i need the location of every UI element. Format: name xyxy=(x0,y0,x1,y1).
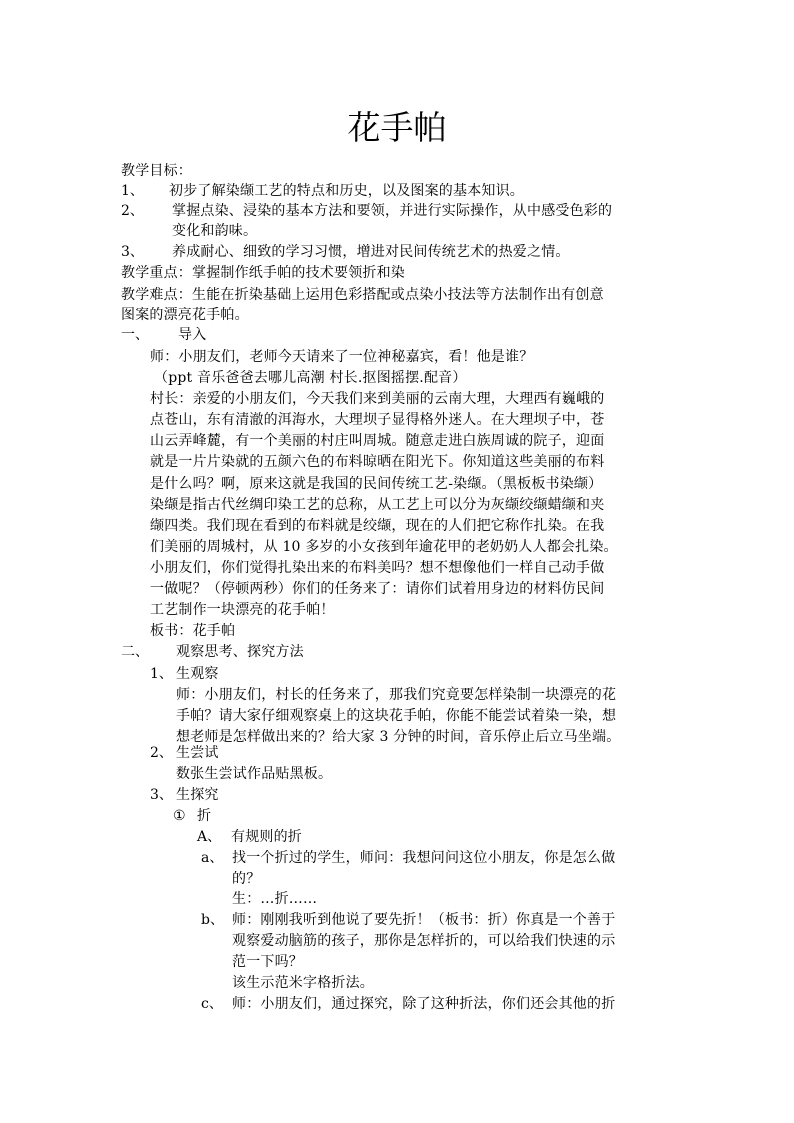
intro-line: 工艺制作一块漂亮的花手帕！ xyxy=(150,602,335,618)
section-2-heading: 观察思考、探究方法 xyxy=(176,644,304,660)
step-3-heading: 生探究 xyxy=(176,787,219,803)
intro-line: 板书：花手帕 xyxy=(150,623,236,639)
intro-line: 是什么吗？啊，原来这就是我国的民间传统工艺-染缬。（黑板板书染缬） xyxy=(150,476,603,492)
goals-heading: 教学目标： xyxy=(121,163,192,179)
step-1-line: 师：小朋友们，村长的任务来了，那我们究竟要怎样染制一块漂亮的花 xyxy=(176,687,617,703)
step-1-line: 手帕？请大家仔细观察桌上的这块花手帕，你能不能尝试着染一染，想 xyxy=(176,708,617,724)
goal-2-text-line-2: 变化和韵味。 xyxy=(172,223,258,239)
goal-2-number: 2、 xyxy=(121,203,144,219)
item-a-line-1: 找一个折过的学生，师问：我想问问这位小朋友，你是怎么做 xyxy=(232,850,616,866)
difficulty-line-2: 图案的漂亮花手帕。 xyxy=(121,307,249,323)
intro-line: （ppt 音乐爸爸去哪儿高潮 村长.抠图摇摆.配音） xyxy=(154,370,467,386)
intro-line: 染缬是指古代丝绸印染工艺的总称，从工艺上可以分为灰缬绞缬蜡缬和夹 xyxy=(150,497,605,513)
intro-line: 缬四类。我们现在看到的布料就是绞缬，现在的人们把它称作扎染。在我 xyxy=(150,518,605,534)
goal-3-number: 3、 xyxy=(121,244,144,260)
item-b-line-2: 观察爱动脑筋的孩子，那你是怎样折的，可以给我们快速的示 xyxy=(232,933,616,949)
step-2-line: 数张生尝试作品贴黑板。 xyxy=(176,766,333,782)
key-point: 教学重点：掌握制作纸手帕的技术要领折和染 xyxy=(121,265,405,281)
step-1-heading: 生观察 xyxy=(176,666,219,682)
step-3-number: 3、 xyxy=(150,787,173,803)
document-title: 花手帕 xyxy=(347,108,447,147)
section-1-number: 一、 xyxy=(121,327,149,343)
intro-line: 村长：亲爱的小朋友们，今天我们来到美丽的云南大理，大理西有巍峨的 xyxy=(150,391,605,407)
goal-2-text-line-1: 掌握点染、浸染的基本方法和要领，并进行实际操作，从中感受色彩的 xyxy=(172,203,613,219)
item-a-line-3: 生：…折…… xyxy=(232,891,318,907)
item-a-line-2: 的？ xyxy=(232,871,261,887)
item-b-line-4: 该生示范米字格折法。 xyxy=(232,975,374,991)
item-a-number: a、 xyxy=(201,850,224,866)
item-c-line-1: 师：小朋友们，通过探究，除了这种折法，你们还会其他的折 xyxy=(232,996,616,1012)
intro-line: 一做呢？（停顿两秒）你们的任务来了：请你们试着用身边的材料仿民间 xyxy=(150,581,605,597)
intro-line: 们美丽的周城村，从 10 多岁的小女孩到年逾花甲的老奶奶人人都会扎染。 xyxy=(150,539,618,555)
step-1-line: 想老师是怎样做出来的？给大家 3 分钟的时间，音乐停止后立马坐端。 xyxy=(176,729,621,745)
intro-line: 师：小朋友们，老师今天请来了一位神秘嘉宾，看！他是谁？ xyxy=(150,349,534,365)
goal-3-text: 养成耐心、细致的学习习惯，增进对民间传统艺术的热爱之情。 xyxy=(172,244,570,260)
item-c-number: c、 xyxy=(201,996,223,1012)
fold-label: 折 xyxy=(197,808,212,824)
sub-a-label: 有规则的折 xyxy=(231,829,302,845)
step-1-number: 1、 xyxy=(150,666,173,682)
intro-line: 小朋友们，你们觉得扎染出来的布料美吗？想不想像他们一样自己动手做 xyxy=(150,560,605,576)
item-b-line-3: 范一下吗？ xyxy=(232,954,303,970)
intro-line: 点苍山，东有清澈的洱海水，大理坝子显得格外迷人。在大理坝子中，苍 xyxy=(150,412,605,428)
difficulty-line-1: 教学难点：生能在折染基础上运用色彩搭配或点染小技法等方法制作出有创意 xyxy=(121,287,604,303)
sub-a-number: A、 xyxy=(197,829,222,845)
item-b-number: b、 xyxy=(201,912,224,928)
goal-1-text: 初步了解染缬工艺的特点和历史，以及图案的基本知识。 xyxy=(169,183,524,199)
step-2-heading: 生尝试 xyxy=(176,745,219,761)
fold-number: ① xyxy=(173,808,186,824)
item-b-line-1: 师：刚刚我听到他说了要先折！（板书：折）你真是一个善于 xyxy=(232,912,616,928)
intro-line: 就是一片片染就的五颜六色的布料晾晒在阳光下。你知道这些美丽的布料 xyxy=(150,454,605,470)
section-2-number: 二、 xyxy=(121,644,149,660)
step-2-number: 2、 xyxy=(150,745,173,761)
intro-line: 山云弄峰麓，有一个美丽的村庄叫周城。随意走进白族周诚的院子，迎面 xyxy=(150,433,605,449)
goal-1-number: 1、 xyxy=(121,183,144,199)
section-1-heading: 导入 xyxy=(178,327,207,343)
